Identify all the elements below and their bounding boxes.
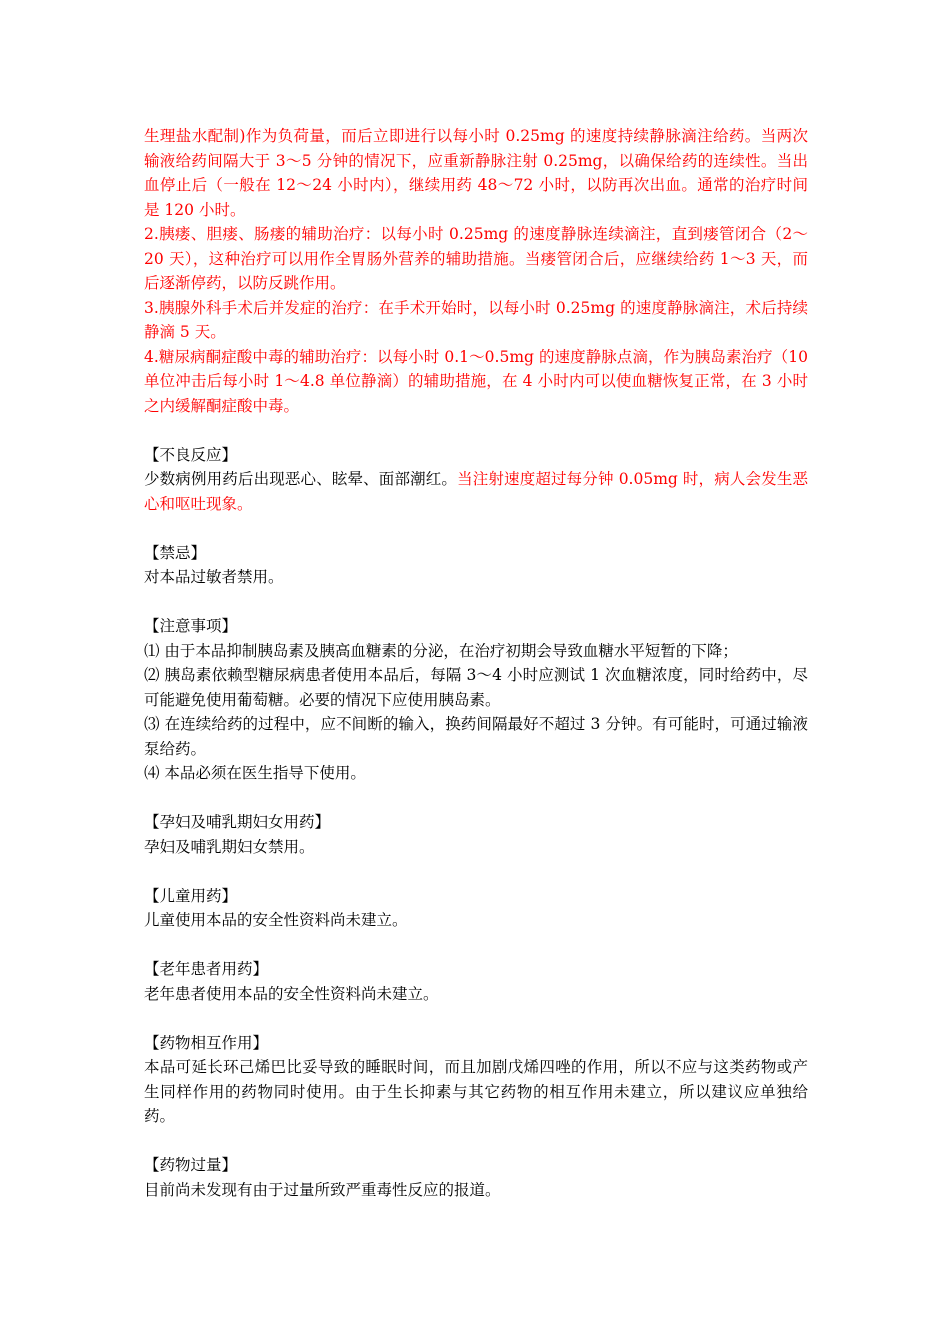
document-page (144, 124, 808, 1202)
precaution-item-2: ⑵ 胰岛素依赖型糖尿病患者使用本品后，每隔 3～4 小时应测试 1 次血糖浓度，同时给药中，尽可能避免使用葡萄糖。必要的情况下应使用胰岛素。 (144, 666, 808, 709)
usage-section (144, 124, 808, 418)
pediatric-heading: 【儿童用药】 (144, 886, 238, 905)
precaution-item-1: ⑴ 由于本品抑制胰岛素及胰高血糖素的分泌，在治疗初期会导致血糖水平短暂的下降； (144, 641, 738, 660)
usage-paragraph-2: 2.胰瘘、胆瘘、肠瘘的辅助治疗：以每小时 0.25mg 的速度静脉连续滴注，直到瘘管闭合（2～20 天），这种治疗可以用作全胃肠外营养的辅助措施。当瘘管闭合后，应继续给药 1～3 天，而后逐渐停药，以防反跳作用。 (144, 225, 808, 292)
spacer (144, 933, 808, 958)
pediatric-text: 儿童使用本品的安全性资料尚未建立。 (144, 911, 408, 929)
spacer (144, 786, 808, 811)
pregnancy-text: 孕妇及哺乳期妇女禁用。 (144, 837, 315, 856)
geriatric-heading: 【老年患者用药】 (144, 960, 269, 978)
pregnancy-section (144, 810, 808, 859)
adverse-reactions-heading: 【不良反应】 (144, 445, 238, 464)
contraindications-text: 对本品过敏者禁用。 (144, 568, 284, 586)
precautions-section (144, 614, 808, 786)
pediatric-section (144, 884, 808, 933)
spacer (144, 1006, 808, 1031)
precaution-item-3: ⑶ 在连续给药的过程中，应不间断的输入，换药间隔最好不超过 3 分钟。有可能时，可通过输液泵给药。 (144, 715, 808, 758)
pregnancy-heading: 【孕妇及哺乳期妇女用药】 (144, 813, 331, 831)
contraindications-heading: 【禁忌】 (144, 543, 207, 562)
adverse-reactions-text-red: 当注射速度超过每分钟 0.05mg 时，病人会发生恶心和呕吐现象。 (144, 470, 808, 513)
overdose-heading: 【药物过量】 (144, 1156, 238, 1174)
adverse-reactions-text-black: 少数病例用药后出现恶心、眩晕、面部潮红。 (144, 470, 458, 488)
spacer (144, 590, 808, 615)
interactions-heading: 【药物相互作用】 (144, 1033, 269, 1052)
adverse-reactions-section (144, 443, 808, 517)
overdose-text: 目前尚未发现有由于过量所致严重毒性反应的报道。 (144, 1180, 501, 1199)
interactions-text: 本品可延长环己烯巴比妥导致的睡眠时间，而且加剧戊烯四唑的作用，所以不应与这类药物或产生同样作用的药物同时使用。由于生长抑素与其它药物的相互作用未建立，所以建议应单独给药。 (144, 1058, 808, 1125)
precaution-item-4: ⑷ 本品必须在医生指导下使用。 (144, 764, 366, 782)
overdose-section (144, 1153, 808, 1202)
spacer (144, 859, 808, 884)
contraindications-section (144, 541, 808, 590)
geriatric-section (144, 957, 808, 1006)
usage-paragraph-1: 生理盐水配制)作为负荷量，而后立即进行以每小时 0.25mg 的速度持续静脉滴注给药。当两次输液给药间隔大于 3～5 分钟的情况下，应重新静脉注射 0.25mg，以确保给药的连续性。当出血停止后（一般在 12～24 小时内），继续用药 48～72 小时，以防再次出血。通常的治疗时间是 120 小时。 (144, 127, 808, 219)
adverse-reactions-text (144, 467, 808, 516)
interactions-section (144, 1031, 808, 1129)
geriatric-text: 老年患者使用本品的安全性资料尚未建立。 (144, 984, 439, 1003)
usage-paragraph-4: 4.糖尿病酮症酸中毒的辅助治疗：以每小时 0.1～0.5mg 的速度静脉点滴，作为胰岛素治疗（10 单位冲击后每小时 1～4.8 单位静滴）的辅助措施，在 4 小时内可以使血糖恢复正常，在 3 小时之内缓解酮症酸中毒。 (144, 347, 808, 415)
spacer (144, 516, 808, 541)
spacer (144, 1129, 808, 1154)
precautions-heading: 【注意事项】 (144, 617, 238, 635)
spacer (144, 418, 808, 443)
usage-paragraph-3: 3.胰腺外科手术后并发症的治疗：在手术开始时，以每小时 0.25mg 的速度静脉滴注，术后持续静滴 5 天。 (144, 298, 808, 341)
